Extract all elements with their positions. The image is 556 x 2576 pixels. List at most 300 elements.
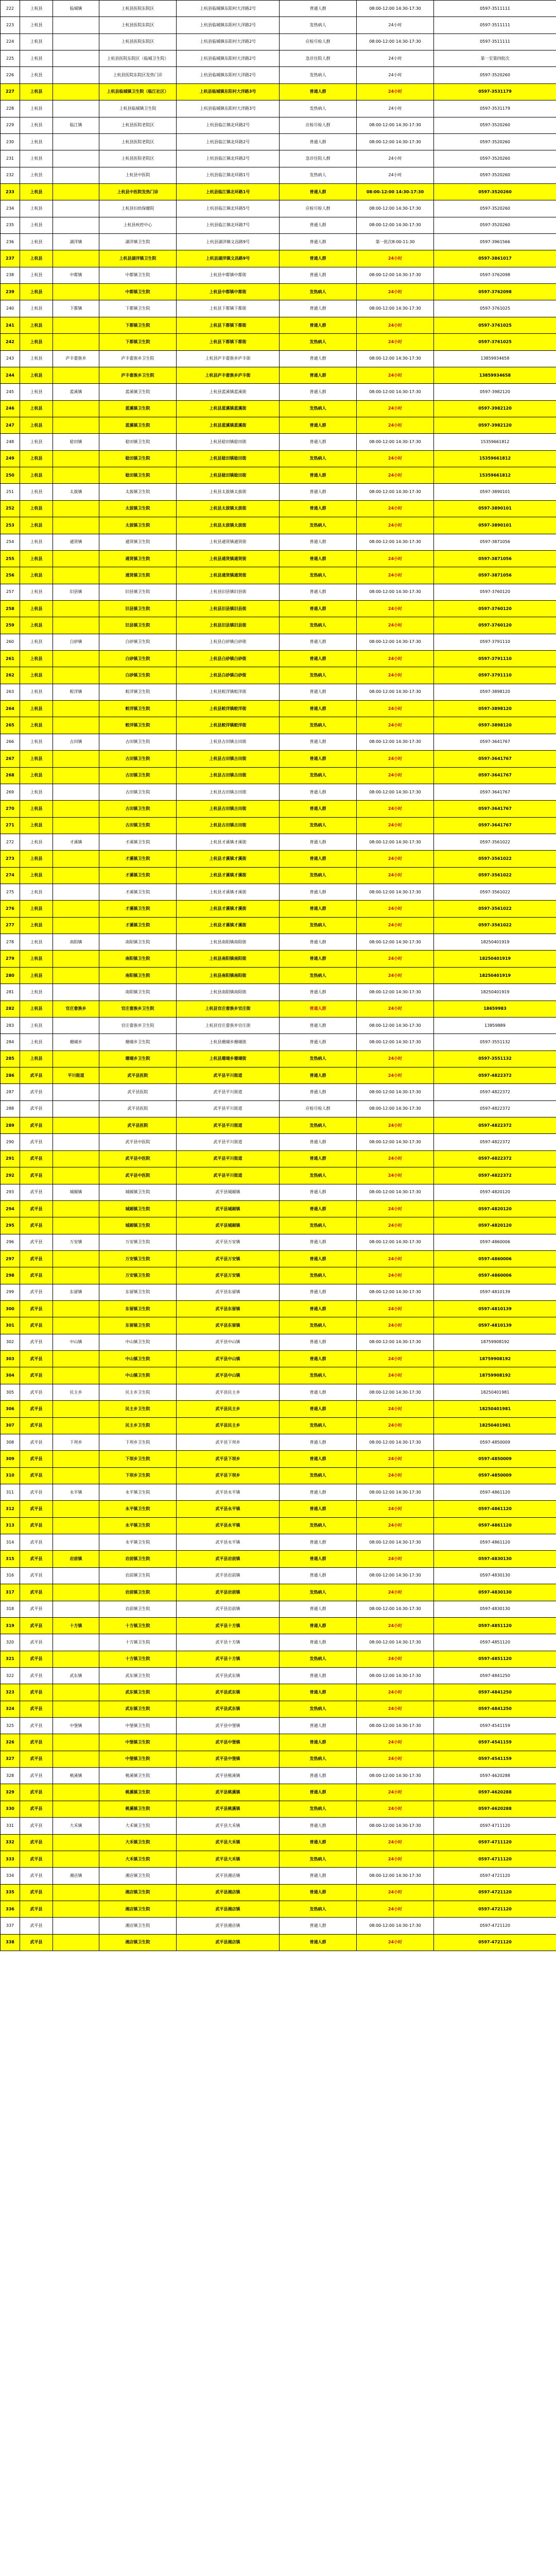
cell-phone: 0597-4711120 — [434, 1834, 556, 1851]
cell-town — [53, 867, 99, 884]
cell-county: 上杭县 — [20, 1, 53, 17]
cell-open: 08:00-12:00 14:30-17:30 — [357, 1100, 434, 1117]
cell-phone: 0597-4721120 — [434, 1868, 556, 1884]
cell-addr: 上杭县古田镇古田街 — [177, 784, 280, 800]
cell-county: 上杭县 — [20, 317, 53, 333]
cell-open: 08:00-12:00 14:30-17:30 — [357, 1634, 434, 1651]
cell-town — [53, 33, 99, 50]
cell-site: 中都镇卫生院 — [99, 284, 177, 300]
cell-addr: 武平县中堡镇 — [177, 1751, 280, 1767]
cell-no: 258 — [1, 600, 20, 617]
cell-type: 普通人群 — [280, 1868, 357, 1884]
cell-site: 岩前镇卫生院 — [99, 1601, 177, 1617]
cell-town — [53, 851, 99, 867]
cell-site: 中山镇卫生院 — [99, 1334, 177, 1350]
table-row — [1, 1617, 556, 1634]
cell-county: 武平县 — [20, 1801, 53, 1817]
cell-addr: 上杭县古田镇古田街 — [177, 767, 280, 784]
cell-no: 305 — [1, 1384, 20, 1400]
cell-open: 24小时 — [357, 1050, 434, 1067]
table-row — [1, 734, 556, 750]
cell-no: 288 — [1, 1100, 20, 1117]
cell-addr: 上杭县临江镇北环路2号 — [177, 150, 280, 167]
cell-type: 应检尽检人群 — [280, 1100, 357, 1117]
cell-type: 发热病人 — [280, 1467, 357, 1484]
table-row — [1, 1267, 556, 1284]
cell-open: 24小时 — [357, 1517, 434, 1534]
cell-addr: 武平县城厢镇 — [177, 1217, 280, 1234]
cell-phone: 13859934658 — [434, 350, 556, 367]
cell-site: 上杭县疾控中心 — [99, 217, 177, 233]
table-row — [1, 1884, 556, 1901]
cell-site: 上杭县医院老院区 — [99, 117, 177, 133]
cell-town — [53, 1884, 99, 1901]
cell-type: 普通人群 — [280, 1384, 357, 1400]
cell-open: 24小时 — [357, 17, 434, 33]
cell-phone: 0597-4810139 — [434, 1284, 556, 1300]
cell-addr: 武平县武东镇 — [177, 1667, 280, 1684]
cell-town: 蓝溪镇 — [53, 384, 99, 400]
cell-no: 306 — [1, 1401, 20, 1417]
cell-county: 武平县 — [20, 1167, 53, 1184]
table-row — [1, 984, 556, 1001]
cell-type: 发热病人 — [280, 17, 357, 33]
cell-phone: 0597-4851120 — [434, 1651, 556, 1667]
cell-addr: 上杭县临城镇东阳村大洋路3号 — [177, 83, 280, 100]
cell-type: 普通人群 — [280, 1434, 357, 1450]
cell-open: 24小时 — [357, 150, 434, 167]
cell-phone: 0597-4851120 — [434, 1634, 556, 1651]
cell-town — [53, 1050, 99, 1067]
cell-county: 上杭县 — [20, 784, 53, 800]
cell-open: 24小时 — [357, 917, 434, 934]
cell-no: 241 — [1, 317, 20, 333]
cell-open: 08:00-12:00 14:30-17:30 — [357, 484, 434, 500]
cell-town — [53, 1267, 99, 1284]
cell-open: 24小时 — [357, 1651, 434, 1667]
cell-phone: 15359661812 — [434, 450, 556, 467]
cell-phone: 13859889 — [434, 1017, 556, 1033]
cell-open: 24小时 — [357, 1167, 434, 1184]
cell-town — [53, 651, 99, 667]
table-row — [1, 1818, 556, 1834]
cell-phone: 0597-4841250 — [434, 1684, 556, 1701]
cell-town: 中堡镇 — [53, 1718, 99, 1734]
table-row — [1, 1784, 556, 1801]
cell-county: 上杭县 — [20, 567, 53, 584]
cell-phone: 0597-3761025 — [434, 300, 556, 317]
cell-no: 273 — [1, 851, 20, 867]
cell-addr: 上杭县太拔镇太拔街 — [177, 500, 280, 517]
cell-county: 上杭县 — [20, 450, 53, 467]
cell-addr: 上杭县庐丰畲族乡庐丰街 — [177, 367, 280, 383]
cell-addr: 上杭县才溪镇才溪街 — [177, 884, 280, 901]
cell-type: 发热病人 — [280, 967, 357, 984]
cell-type: 普通人群 — [280, 1084, 357, 1100]
cell-no: 248 — [1, 434, 20, 450]
cell-county: 武平县 — [20, 1317, 53, 1334]
cell-no: 268 — [1, 767, 20, 784]
cell-addr: 武平县湘店镇 — [177, 1868, 280, 1884]
cell-site: 南阳镇卫生院 — [99, 984, 177, 1001]
cell-site: 稔田镇卫生院 — [99, 434, 177, 450]
cell-town — [53, 667, 99, 684]
cell-site: 蛟洋镇卫生院 — [99, 717, 177, 734]
table-row — [1, 784, 556, 800]
cell-town: 东留镇 — [53, 1284, 99, 1300]
cell-county: 武平县 — [20, 1718, 53, 1734]
cell-type: 普通人群 — [280, 1001, 357, 1017]
cell-addr: 上杭县官庄畲族乡官庄街 — [177, 1017, 280, 1033]
cell-town — [53, 1651, 99, 1667]
cell-no: 296 — [1, 1234, 20, 1250]
cell-open: 24小时 — [357, 1200, 434, 1217]
table-row — [1, 217, 556, 233]
cell-site: 下都镇卫生院 — [99, 334, 177, 350]
cell-addr: 武平县十方镇 — [177, 1651, 280, 1667]
cell-no: 276 — [1, 901, 20, 917]
cell-type: 发热病人 — [280, 1117, 357, 1134]
cell-town — [53, 17, 99, 33]
cell-site: 东留镇卫生院 — [99, 1284, 177, 1300]
cell-open: 24小时 — [357, 701, 434, 717]
cell-county: 上杭县 — [20, 384, 53, 400]
table-row — [1, 667, 556, 684]
cell-county: 上杭县 — [20, 234, 53, 250]
cell-open: 08:00-12:00 14:30-17:30 — [357, 584, 434, 600]
cell-no: 314 — [1, 1534, 20, 1551]
cell-town — [53, 1567, 99, 1584]
cell-town — [53, 1901, 99, 1917]
cell-phone: 18250401919 — [434, 934, 556, 951]
cell-type: 发热病人 — [280, 917, 357, 934]
cell-town — [53, 150, 99, 167]
cell-county: 武平县 — [20, 1567, 53, 1584]
cell-county: 武平县 — [20, 1517, 53, 1534]
cell-county: 上杭县 — [20, 200, 53, 217]
cell-county: 武平县 — [20, 1134, 53, 1150]
cell-county: 武平县 — [20, 1150, 53, 1167]
cell-open: 24小时 — [357, 1701, 434, 1717]
cell-addr: 上杭县太拔镇太拔街 — [177, 517, 280, 534]
cell-site: 南阳镇卫生院 — [99, 967, 177, 984]
cell-open: 24小时 — [357, 1001, 434, 1017]
cell-addr: 武平县大禾镇 — [177, 1834, 280, 1851]
cell-addr: 上杭县官庄畲族乡官庄街 — [177, 1001, 280, 1017]
cell-phone: 0597-4850009 — [434, 1451, 556, 1467]
cell-town: 湘店镇 — [53, 1868, 99, 1884]
cell-site: 珊瑚乡卫生院 — [99, 1034, 177, 1050]
cell-town — [53, 1451, 99, 1467]
cell-addr: 武平县万安镇 — [177, 1250, 280, 1267]
cell-open: 08:00-12:00 14:30-17:30 — [357, 1534, 434, 1551]
cell-town: 稔田镇 — [53, 434, 99, 450]
cell-type: 普通人群 — [280, 1784, 357, 1801]
cell-county: 武平县 — [20, 1784, 53, 1801]
cell-open: 24小时 — [357, 901, 434, 917]
cell-type: 发热病人 — [280, 1584, 357, 1601]
cell-site: 官庄畲族乡卫生院 — [99, 1017, 177, 1033]
table-body — [1, 1, 556, 1951]
cell-site: 白砂镇卫生院 — [99, 651, 177, 667]
cell-town — [53, 1501, 99, 1517]
cell-town — [53, 1751, 99, 1767]
cell-type: 普通人群 — [280, 217, 357, 233]
cell-county: 武平县 — [20, 1551, 53, 1567]
cell-phone: 0597-3561022 — [434, 884, 556, 901]
cell-type: 发热病人 — [280, 1801, 357, 1817]
cell-addr: 上杭县湖洋镇文昌路9号 — [177, 250, 280, 267]
cell-addr: 武平县湘店镇 — [177, 1918, 280, 1934]
table-row — [1, 200, 556, 217]
cell-site: 岩前镇卫生院 — [99, 1567, 177, 1584]
cell-phone: 0597-3561022 — [434, 851, 556, 867]
cell-type: 普通人群 — [280, 250, 357, 267]
cell-phone: 0597-4850009 — [434, 1434, 556, 1450]
cell-county: 上杭县 — [20, 117, 53, 133]
cell-addr: 武平县平川街道 — [177, 1150, 280, 1167]
cell-site: 白砂镇卫生院 — [99, 634, 177, 650]
cell-addr: 武平县武东镇 — [177, 1684, 280, 1701]
cell-type: 普通人群 — [280, 367, 357, 383]
cell-no: 295 — [1, 1217, 20, 1234]
cell-town — [53, 717, 99, 734]
cell-county: 武平县 — [20, 1901, 53, 1917]
cell-addr: 上杭县湖洋镇文昌路9号 — [177, 234, 280, 250]
cell-town — [53, 467, 99, 484]
cell-town — [53, 400, 99, 417]
cell-no: 283 — [1, 1017, 20, 1033]
cell-site: 民主乡卫生院 — [99, 1384, 177, 1400]
cell-phone: 18250401981 — [434, 1417, 556, 1434]
cell-town — [53, 1150, 99, 1167]
cell-addr: 武平县下坝乡 — [177, 1434, 280, 1450]
cell-county: 上杭县 — [20, 33, 53, 50]
cell-type: 普通人群 — [280, 1234, 357, 1250]
cell-site: 大禾镇卫生院 — [99, 1834, 177, 1851]
table-row — [1, 1651, 556, 1667]
cell-open: 24小时 — [357, 83, 434, 100]
cell-phone: 0597-3531179 — [434, 83, 556, 100]
cell-county: 武平县 — [20, 1868, 53, 1884]
cell-town — [53, 1317, 99, 1334]
cell-addr: 武平县平川街道 — [177, 1134, 280, 1150]
cell-open: 24小时 — [357, 717, 434, 734]
cell-type: 普通人群 — [280, 267, 357, 283]
cell-open: 24小时 — [357, 567, 434, 584]
cell-site: 南阳镇卫生院 — [99, 951, 177, 967]
cell-no: 290 — [1, 1134, 20, 1150]
cell-open: 08:00-12:00 14:30-17:30 — [357, 634, 434, 650]
cell-county: 武平县 — [20, 1851, 53, 1867]
cell-no: 224 — [1, 33, 20, 50]
cell-town — [53, 1017, 99, 1033]
cell-open: 08:00-12:00 14:30-17:30 — [357, 183, 434, 200]
table-row — [1, 1284, 556, 1300]
cell-addr: 上杭县下都镇下都街 — [177, 317, 280, 333]
cell-no: 279 — [1, 951, 20, 967]
cell-type: 普通人群 — [280, 1718, 357, 1734]
cell-phone: 0597-3551132 — [434, 1050, 556, 1067]
cell-phone: 0597-4841250 — [434, 1701, 556, 1717]
cell-county: 上杭县 — [20, 751, 53, 767]
cell-phone: 0597-3760120 — [434, 584, 556, 600]
cell-site: 永平镇卫生院 — [99, 1484, 177, 1500]
cell-town — [53, 817, 99, 834]
cell-town — [53, 1467, 99, 1484]
cell-site: 武东镇卫生院 — [99, 1667, 177, 1684]
cell-open: 第一批次8:00-11:30 — [357, 234, 434, 250]
cell-town — [53, 1517, 99, 1534]
cell-open: 08:00-12:00 14:30-17:30 — [357, 1718, 434, 1734]
cell-addr: 上杭县蛟洋镇蛟洋街 — [177, 684, 280, 700]
cell-county: 上杭县 — [20, 901, 53, 917]
cell-addr: 上杭县珊瑚乡珊瑚街 — [177, 1050, 280, 1067]
table-row — [1, 1517, 556, 1534]
table-row — [1, 450, 556, 467]
cell-phone: 0597-3961566 — [434, 234, 556, 250]
cell-town — [53, 1701, 99, 1717]
cell-no: 231 — [1, 150, 20, 167]
cell-addr: 武平县城厢镇 — [177, 1184, 280, 1200]
cell-no: 330 — [1, 1801, 20, 1817]
cell-open: 24小时 — [357, 1467, 434, 1484]
cell-open: 24小时 — [357, 1217, 434, 1234]
table-row — [1, 1451, 556, 1467]
cell-type: 发热病人 — [280, 1417, 357, 1434]
cell-county: 武平县 — [20, 1768, 53, 1784]
cell-open: 08:00-12:00 14:30-17:30 — [357, 117, 434, 133]
cell-county: 武平县 — [20, 1267, 53, 1284]
cell-type: 普通人群 — [280, 1484, 357, 1500]
cell-phone: 0597-4822372 — [434, 1117, 556, 1134]
cell-type: 普通人群 — [280, 1401, 357, 1417]
cell-addr: 上杭县临江镇北环路5号 — [177, 200, 280, 217]
cell-town: 南阳镇 — [53, 934, 99, 951]
cell-no: 334 — [1, 1868, 20, 1884]
cell-town: 白砂镇 — [53, 634, 99, 650]
cell-county: 武平县 — [20, 1501, 53, 1517]
cell-no: 277 — [1, 917, 20, 934]
cell-town — [53, 284, 99, 300]
table-row — [1, 1851, 556, 1867]
cell-county: 武平县 — [20, 1918, 53, 1934]
cell-no: 272 — [1, 834, 20, 850]
cell-addr: 上杭县南阳镇南阳街 — [177, 967, 280, 984]
cell-no: 286 — [1, 1067, 20, 1084]
cell-no: 335 — [1, 1884, 20, 1901]
table-row — [1, 517, 556, 534]
table-row — [1, 1434, 556, 1450]
cell-type: 普通人群 — [280, 751, 357, 767]
cell-type: 发热病人 — [280, 667, 357, 684]
table-row — [1, 651, 556, 667]
cell-phone: 0597-4721120 — [434, 1934, 556, 1951]
table-row — [1, 1250, 556, 1267]
cell-open: 24小时 — [357, 801, 434, 817]
cell-open: 08:00-12:00 14:30-17:30 — [357, 734, 434, 750]
cell-county: 武平县 — [20, 1701, 53, 1717]
cell-county: 上杭县 — [20, 133, 53, 150]
cell-type: 普通人群 — [280, 234, 357, 250]
table-row — [1, 1200, 556, 1217]
cell-type: 普通人群 — [280, 1734, 357, 1751]
cell-county: 上杭县 — [20, 851, 53, 867]
cell-phone: 0597-3861017 — [434, 250, 556, 267]
table-row — [1, 1601, 556, 1617]
cell-phone: 0597-4822372 — [434, 1100, 556, 1117]
cell-county: 武平县 — [20, 1584, 53, 1601]
cell-open: 08:00-12:00 14:30-17:30 — [357, 217, 434, 233]
cell-town — [53, 1401, 99, 1417]
cell-county: 上杭县 — [20, 150, 53, 167]
cell-type: 普通人群 — [280, 434, 357, 450]
cell-town: 临江镇 — [53, 117, 99, 133]
cell-addr: 上杭县通贤镇通贤街 — [177, 534, 280, 550]
cell-addr: 上杭县稔田镇稔田街 — [177, 450, 280, 467]
cell-phone: 13859934658 — [434, 367, 556, 383]
table-row — [1, 83, 556, 100]
cell-town — [53, 701, 99, 717]
cell-no: 234 — [1, 200, 20, 217]
cell-town: 下坝乡 — [53, 1434, 99, 1450]
cell-site: 万安镇卫生院 — [99, 1267, 177, 1284]
cell-type: 普通人群 — [280, 1934, 357, 1951]
cell-county: 上杭县 — [20, 400, 53, 417]
cell-no: 227 — [1, 83, 20, 100]
cell-county: 武平县 — [20, 1067, 53, 1084]
cell-phone: 0597-3762098 — [434, 267, 556, 283]
cell-site: 白砂镇卫生院 — [99, 667, 177, 684]
cell-open: 08:00-12:00 14:30-17:30 — [357, 200, 434, 217]
cell-type: 普通人群 — [280, 584, 357, 600]
cell-site: 城厢镇卫生院 — [99, 1184, 177, 1200]
cell-type: 发热病人 — [280, 1701, 357, 1717]
cell-type: 普通人群 — [280, 784, 357, 800]
cell-county: 上杭县 — [20, 967, 53, 984]
cell-phone: 0597-3760120 — [434, 617, 556, 634]
cell-site: 永平镇卫生院 — [99, 1534, 177, 1551]
table-row — [1, 133, 556, 150]
cell-site: 大禾镇卫生院 — [99, 1818, 177, 1834]
cell-county: 上杭县 — [20, 634, 53, 650]
cell-town — [53, 600, 99, 617]
cell-town — [53, 1250, 99, 1267]
cell-open: 24小时 — [357, 1751, 434, 1767]
cell-addr: 武平县东留镇 — [177, 1301, 280, 1317]
cell-type: 普通人群 — [280, 600, 357, 617]
cell-town — [53, 67, 99, 83]
cell-open: 24小时 — [357, 1501, 434, 1517]
cell-no: 318 — [1, 1601, 20, 1617]
cell-site: 庐丰畲族乡卫生院 — [99, 367, 177, 383]
cell-county: 上杭县 — [20, 801, 53, 817]
cell-town — [53, 550, 99, 567]
cell-site: 民主乡卫生院 — [99, 1417, 177, 1434]
cell-no: 236 — [1, 234, 20, 250]
cell-no: 274 — [1, 867, 20, 884]
cell-open: 08:00-12:00 14:30-17:30 — [357, 1134, 434, 1150]
cell-phone: 0597-3791110 — [434, 667, 556, 684]
cell-phone: 0597-3520260 — [434, 217, 556, 233]
cell-addr: 武平县平川街道 — [177, 1100, 280, 1117]
cell-phone: 0597-3761025 — [434, 317, 556, 333]
cell-addr: 上杭县古田镇古田街 — [177, 751, 280, 767]
cell-county: 上杭县 — [20, 484, 53, 500]
cell-town — [53, 1417, 99, 1434]
cell-site: 旧县镇卫生院 — [99, 584, 177, 600]
cell-phone: 0597-4822372 — [434, 1167, 556, 1184]
